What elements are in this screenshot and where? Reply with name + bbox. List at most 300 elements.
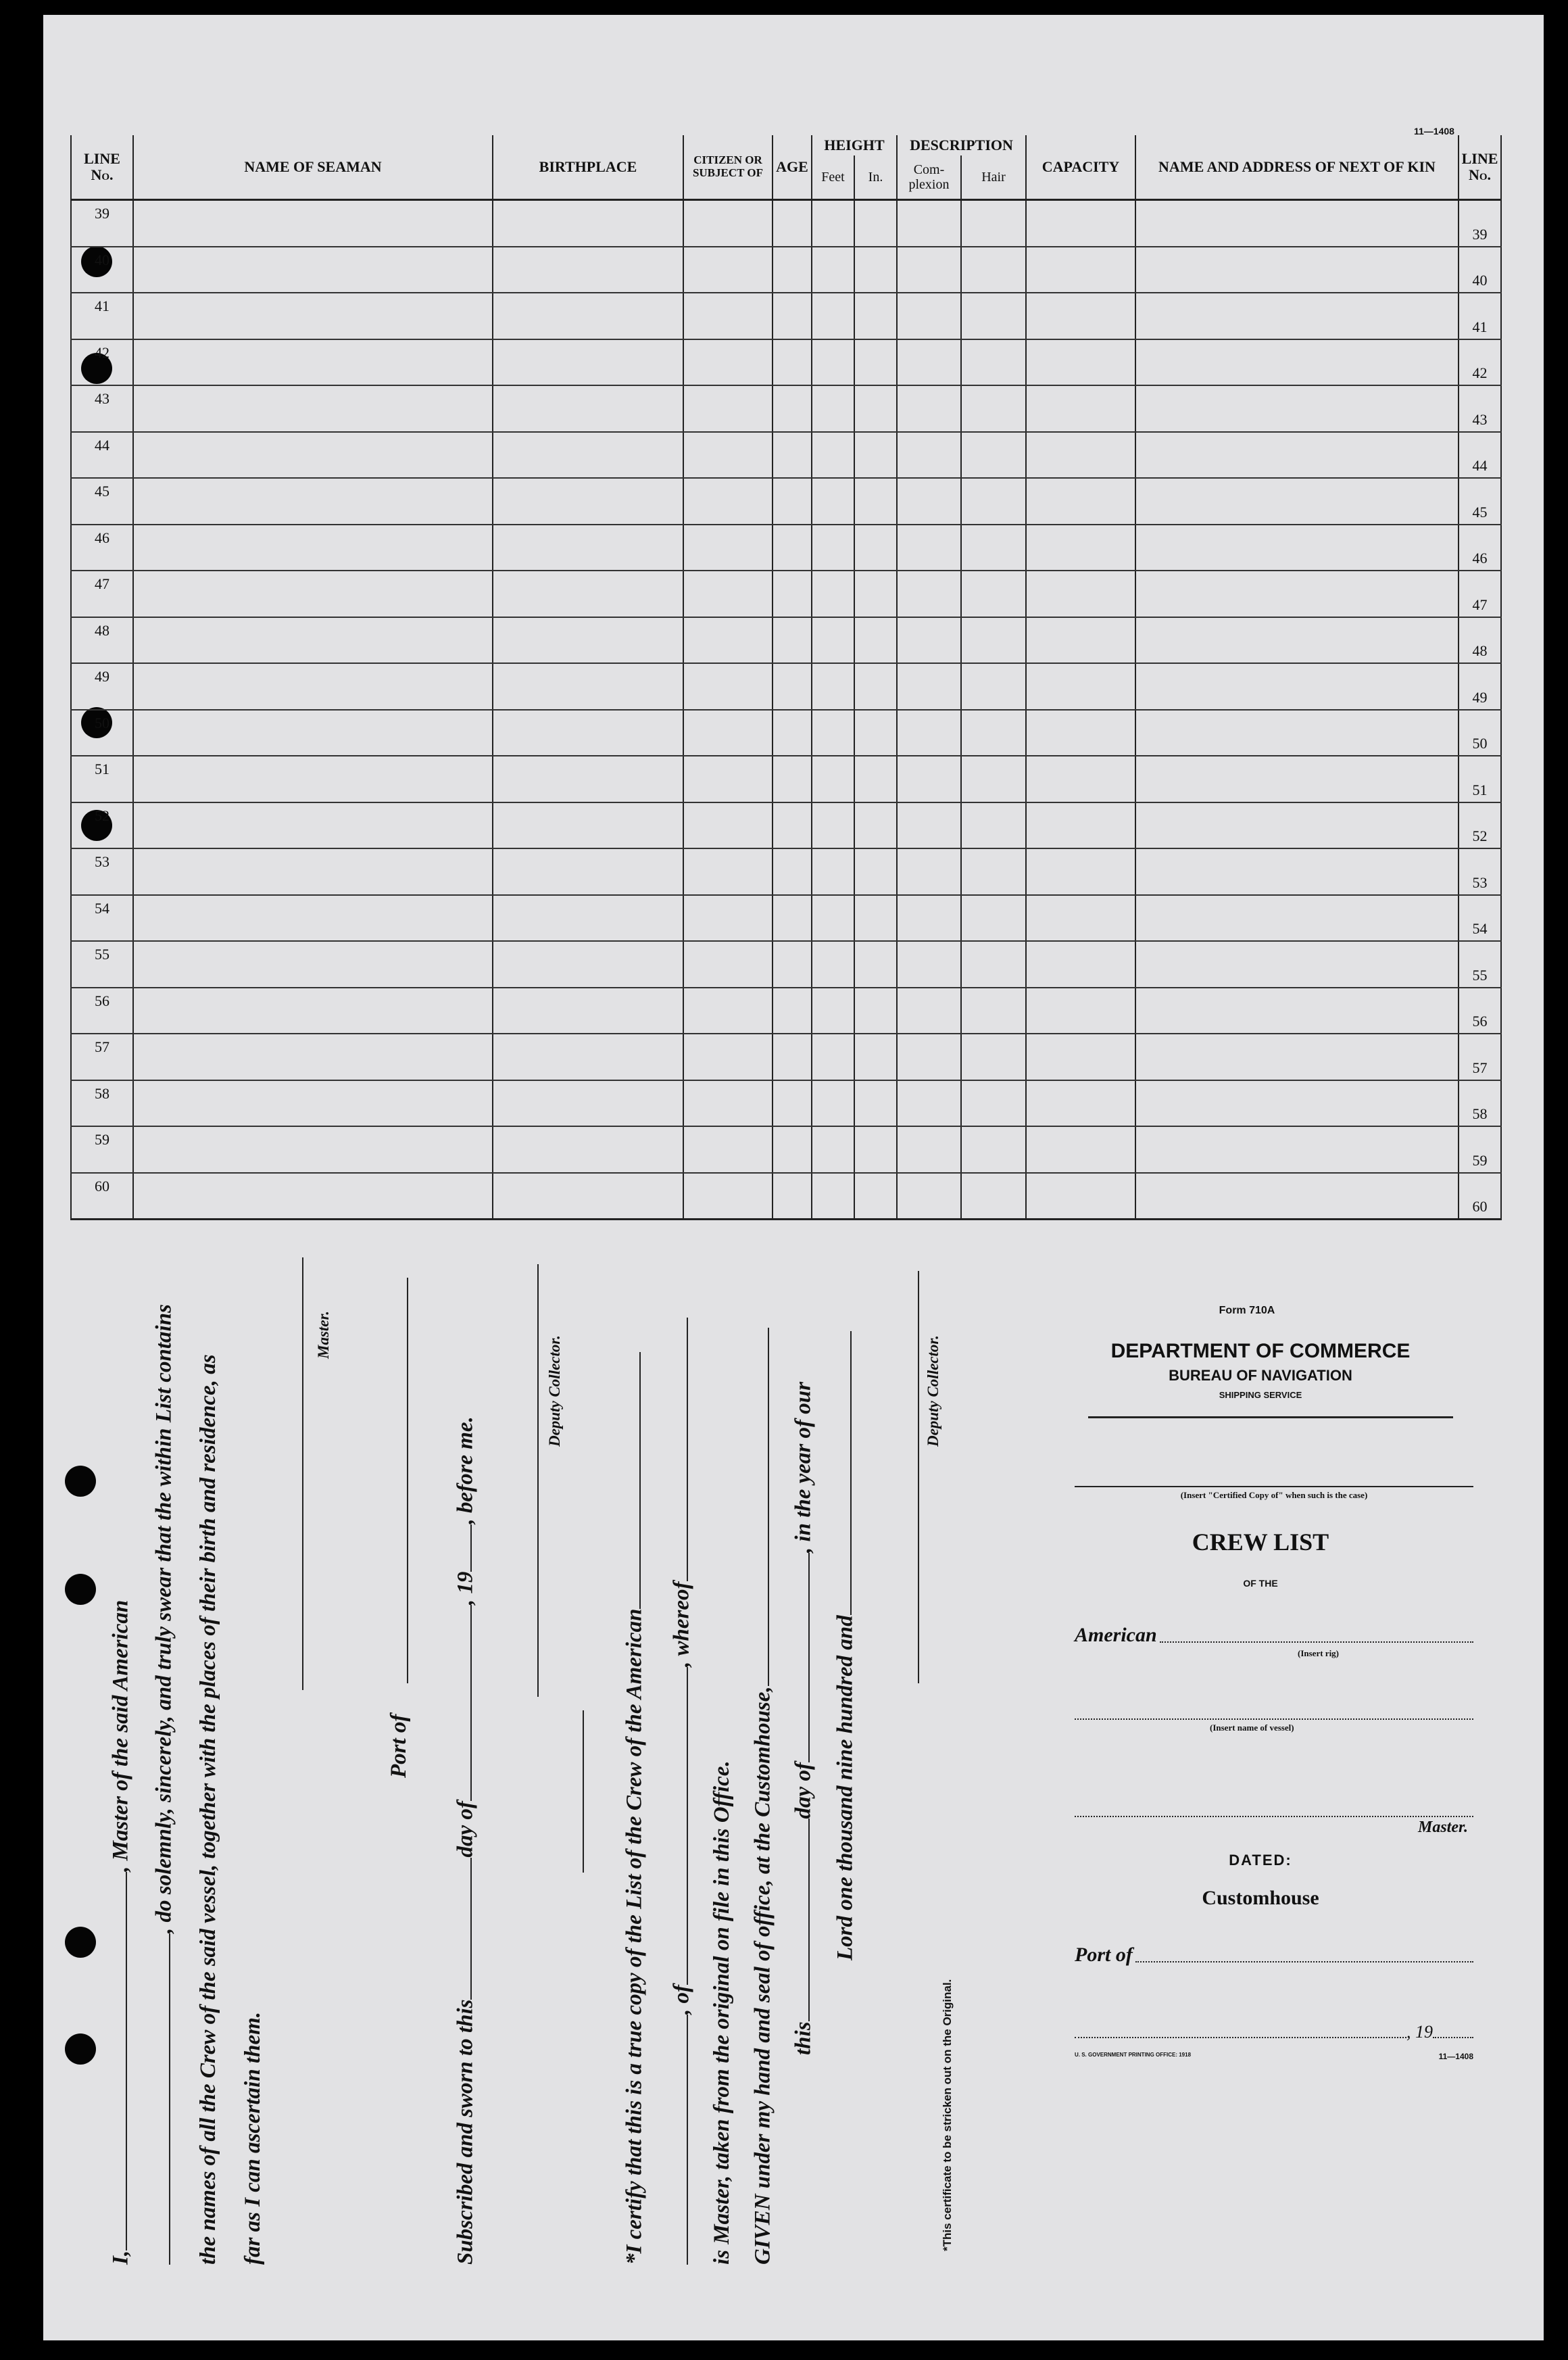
- table-cell[interactable]: [1026, 247, 1135, 293]
- line-number-right: 56: [1459, 988, 1501, 1034]
- table-cell[interactable]: [493, 478, 683, 525]
- table-cell[interactable]: [961, 293, 1026, 339]
- table-cell[interactable]: [812, 941, 854, 988]
- header-citizen: CITIZEN OR SUBJECT OF: [683, 135, 773, 200]
- table-cell[interactable]: [1135, 895, 1459, 942]
- table-cell[interactable]: [683, 1126, 773, 1173]
- header-height: HEIGHT: [812, 135, 897, 155]
- table-row: [71, 293, 1501, 339]
- year-prefix: , 19: [1406, 2022, 1433, 2042]
- table-cell[interactable]: [1026, 200, 1135, 247]
- table-cell[interactable]: [773, 1173, 812, 1220]
- table-cell[interactable]: [897, 1173, 961, 1220]
- table-cell[interactable]: [812, 663, 854, 710]
- table-cell[interactable]: [133, 478, 493, 525]
- table-cell[interactable]: [961, 478, 1026, 525]
- table-cell[interactable]: [1026, 1126, 1135, 1173]
- table-cell[interactable]: [133, 432, 493, 479]
- table-cell[interactable]: [897, 432, 961, 479]
- header-feet: Feet: [812, 155, 854, 200]
- table-cell[interactable]: [493, 848, 683, 895]
- table-cell[interactable]: [854, 293, 897, 339]
- table-cell[interactable]: [683, 200, 773, 247]
- table-cell[interactable]: [854, 988, 897, 1034]
- table-cell[interactable]: [854, 1173, 897, 1220]
- table-cell[interactable]: [493, 988, 683, 1034]
- table-cell[interactable]: [133, 571, 493, 617]
- table-cell[interactable]: [1135, 1080, 1459, 1127]
- table-cell[interactable]: [854, 617, 897, 664]
- table-cell[interactable]: [133, 663, 493, 710]
- line-number-right: 59: [1459, 1126, 1501, 1173]
- table-cell[interactable]: [961, 802, 1026, 849]
- line-number-left: 39: [71, 200, 133, 247]
- table-cell[interactable]: [683, 663, 773, 710]
- table-cell[interactable]: [1026, 895, 1135, 942]
- table-cell[interactable]: [1026, 432, 1135, 479]
- table-row: [71, 1080, 1501, 1127]
- table-cell[interactable]: [133, 710, 493, 756]
- table-cell[interactable]: [133, 385, 493, 432]
- table-cell[interactable]: [897, 756, 961, 802]
- table-cell[interactable]: [1135, 617, 1459, 664]
- table-cell[interactable]: [961, 1080, 1026, 1127]
- table-cell[interactable]: [683, 756, 773, 802]
- table-row: [71, 941, 1501, 988]
- line-number-left: 55: [71, 941, 133, 988]
- master-signature-line: [302, 1257, 303, 1690]
- header-name-of-seaman: NAME OF SEAMAN: [133, 135, 493, 200]
- table-cell[interactable]: [493, 339, 683, 386]
- deputy-signature-line-2: [918, 1271, 919, 1683]
- table-cell[interactable]: [1135, 848, 1459, 895]
- table-cell[interactable]: [961, 1126, 1026, 1173]
- table-cell[interactable]: [133, 756, 493, 802]
- line-number-left: 44: [71, 432, 133, 479]
- table-cell[interactable]: [773, 293, 812, 339]
- table-cell[interactable]: [854, 478, 897, 525]
- table-cell[interactable]: [683, 293, 773, 339]
- table-cell[interactable]: [1135, 200, 1459, 247]
- table-cell[interactable]: [961, 1173, 1026, 1220]
- table-cell[interactable]: [854, 200, 897, 247]
- table-cell[interactable]: [683, 432, 773, 479]
- table-cell[interactable]: [773, 1034, 812, 1080]
- line-number-right: 55: [1459, 941, 1501, 988]
- table-cell[interactable]: [812, 478, 854, 525]
- table-row: [71, 1034, 1501, 1080]
- year-line: [1433, 2037, 1473, 2038]
- line-number-right: 60: [1459, 1173, 1501, 1220]
- table-cell[interactable]: [773, 339, 812, 386]
- table-cell[interactable]: [897, 988, 961, 1034]
- table-cell[interactable]: [897, 293, 961, 339]
- table-cell[interactable]: [961, 1034, 1026, 1080]
- table-cell[interactable]: [854, 941, 897, 988]
- table-cell[interactable]: [683, 988, 773, 1034]
- table-cell[interactable]: [133, 247, 493, 293]
- table-row: [71, 432, 1501, 479]
- table-cell[interactable]: [683, 1173, 773, 1220]
- line-number-right: 54: [1459, 895, 1501, 942]
- table-cell[interactable]: [897, 848, 961, 895]
- table-cell[interactable]: [961, 385, 1026, 432]
- table-cell[interactable]: [854, 710, 897, 756]
- table-cell[interactable]: [773, 617, 812, 664]
- table-cell[interactable]: [773, 663, 812, 710]
- table-cell[interactable]: [1135, 385, 1459, 432]
- table-cell[interactable]: [812, 848, 854, 895]
- table-cell[interactable]: [683, 895, 773, 942]
- table-cell[interactable]: [1135, 478, 1459, 525]
- table-cell[interactable]: [961, 339, 1026, 386]
- table-cell[interactable]: [773, 895, 812, 942]
- table-row: [71, 200, 1501, 247]
- table-cell[interactable]: [812, 247, 854, 293]
- table-cell[interactable]: [854, 895, 897, 942]
- table-cell[interactable]: [897, 247, 961, 293]
- table-cell[interactable]: [1026, 525, 1135, 571]
- table-row: [71, 710, 1501, 756]
- table-cell[interactable]: [493, 293, 683, 339]
- table-cell[interactable]: [812, 1034, 854, 1080]
- table-cell[interactable]: [133, 339, 493, 386]
- header-line-no: LINE No.: [71, 135, 133, 200]
- lord-line: Lord one thousand nine hundred and: [833, 1331, 858, 1960]
- table-cell[interactable]: [493, 1126, 683, 1173]
- header-capacity: CAPACITY: [1026, 135, 1135, 200]
- table-row: [71, 848, 1501, 895]
- table-cell[interactable]: [683, 710, 773, 756]
- table-cell[interactable]: [1026, 941, 1135, 988]
- table-cell[interactable]: [854, 802, 897, 849]
- table-cell[interactable]: [961, 617, 1026, 664]
- punch-hole: [65, 1574, 96, 1605]
- table-cell[interactable]: [897, 663, 961, 710]
- table-cell[interactable]: [493, 432, 683, 479]
- table-cell[interactable]: [1135, 339, 1459, 386]
- table-cell[interactable]: [773, 478, 812, 525]
- table-cell[interactable]: [812, 200, 854, 247]
- table-cell[interactable]: [133, 525, 493, 571]
- table-cell[interactable]: [683, 247, 773, 293]
- deputy-collector-label-1: Deputy Collector.: [546, 1335, 563, 1447]
- table-cell[interactable]: [683, 385, 773, 432]
- punch-hole: [65, 1466, 96, 1497]
- table-cell[interactable]: [897, 339, 961, 386]
- table-cell[interactable]: [1026, 1034, 1135, 1080]
- line-number-left: 40: [71, 247, 133, 293]
- table-cell[interactable]: [812, 525, 854, 571]
- deputy-signature-line-1: [537, 1264, 539, 1697]
- table-cell[interactable]: [812, 988, 854, 1034]
- insert-vessel-note: (Insert name of vessel): [1210, 1723, 1294, 1733]
- cover-panel: [1075, 1305, 1473, 2061]
- table-cell[interactable]: [683, 339, 773, 386]
- table-cell[interactable]: [493, 247, 683, 293]
- table-cell[interactable]: [961, 756, 1026, 802]
- table-cell[interactable]: [683, 848, 773, 895]
- table-cell[interactable]: [854, 525, 897, 571]
- line-number-left: 41: [71, 293, 133, 339]
- table-cell[interactable]: [897, 617, 961, 664]
- table-cell[interactable]: [1026, 385, 1135, 432]
- short-line: [583, 1710, 584, 1873]
- table-cell[interactable]: [1135, 293, 1459, 339]
- table-cell[interactable]: [683, 525, 773, 571]
- crew-list-title: CREW LIST: [1192, 1528, 1329, 1556]
- table-cell[interactable]: [683, 802, 773, 849]
- vessel-name-line: [1075, 1718, 1473, 1720]
- table-cell[interactable]: [133, 293, 493, 339]
- table-cell[interactable]: [1135, 663, 1459, 710]
- american-label: American: [1075, 1624, 1157, 1646]
- table-cell[interactable]: [897, 571, 961, 617]
- table-cell[interactable]: [493, 1173, 683, 1220]
- table-cell[interactable]: [773, 571, 812, 617]
- line-number-right: 51: [1459, 756, 1501, 802]
- table-cell[interactable]: [961, 200, 1026, 247]
- line-number-right: 52: [1459, 802, 1501, 849]
- table-cell[interactable]: [1135, 988, 1459, 1034]
- table-cell[interactable]: [1135, 571, 1459, 617]
- crew-table: [70, 135, 1502, 1220]
- oath-line-3: the names of all the Crew of the said vessel, together with the places of their birth and residence, as: [196, 1354, 220, 2265]
- certify-line-2: , of, whereof: [669, 1318, 694, 2265]
- line-number-right: 53: [1459, 848, 1501, 895]
- line-number-right: 43: [1459, 385, 1501, 432]
- date-field: [1075, 2022, 1473, 2042]
- table-cell[interactable]: [773, 848, 812, 895]
- line-number-right: 50: [1459, 710, 1501, 756]
- table-cell[interactable]: [493, 1034, 683, 1080]
- table-cell[interactable]: [1026, 571, 1135, 617]
- line-number-left: 49: [71, 663, 133, 710]
- table-cell[interactable]: [854, 663, 897, 710]
- table-cell[interactable]: [812, 432, 854, 479]
- table-cell[interactable]: [683, 617, 773, 664]
- table-cell[interactable]: [773, 802, 812, 849]
- table-cell[interactable]: [1026, 1173, 1135, 1220]
- table-cell[interactable]: [961, 432, 1026, 479]
- table-cell[interactable]: [812, 617, 854, 664]
- table-cell[interactable]: [493, 663, 683, 710]
- table-cell[interactable]: [897, 802, 961, 849]
- table-cell[interactable]: [1135, 525, 1459, 571]
- table-cell[interactable]: [133, 1034, 493, 1080]
- table-cell[interactable]: [133, 617, 493, 664]
- table-cell[interactable]: [133, 1173, 493, 1220]
- table-cell[interactable]: [897, 941, 961, 988]
- table-cell[interactable]: [773, 1080, 812, 1127]
- table-cell[interactable]: [1026, 293, 1135, 339]
- table-cell[interactable]: [812, 756, 854, 802]
- table-cell[interactable]: [773, 525, 812, 571]
- table-cell[interactable]: [493, 710, 683, 756]
- line-number-right: 58: [1459, 1080, 1501, 1127]
- table-cell[interactable]: [133, 895, 493, 942]
- table-cell[interactable]: [854, 339, 897, 386]
- table-cell[interactable]: [897, 710, 961, 756]
- cover-port-of-label: Port of: [1075, 1944, 1133, 1966]
- table-cell[interactable]: [493, 617, 683, 664]
- table-cell[interactable]: [493, 802, 683, 849]
- table-row: [71, 247, 1501, 293]
- table-cell[interactable]: [854, 432, 897, 479]
- table-cell[interactable]: [133, 802, 493, 849]
- table-cell[interactable]: [961, 247, 1026, 293]
- table-cell[interactable]: [493, 941, 683, 988]
- table-cell[interactable]: [1135, 941, 1459, 988]
- table-cell[interactable]: [812, 385, 854, 432]
- table-cell[interactable]: [897, 895, 961, 942]
- table-cell[interactable]: [1135, 756, 1459, 802]
- table-cell[interactable]: [773, 710, 812, 756]
- table-cell[interactable]: [683, 941, 773, 988]
- form-code-top: 11—1408: [1414, 126, 1454, 137]
- line-number-left: 45: [71, 478, 133, 525]
- certify-line-1: *I certify that this is a true copy of the List of the Crew of the American: [622, 1352, 647, 2265]
- header-next-of-kin: NAME AND ADDRESS OF NEXT OF KIN: [1135, 135, 1459, 200]
- table-cell[interactable]: [1135, 802, 1459, 849]
- table-cell[interactable]: [493, 571, 683, 617]
- table-cell[interactable]: [961, 988, 1026, 1034]
- table-cell[interactable]: [1135, 247, 1459, 293]
- line-number-left: 43: [71, 385, 133, 432]
- service-title: SHIPPING SERVICE: [1219, 1390, 1302, 1400]
- table-cell[interactable]: [812, 1173, 854, 1220]
- header-hair: Hair: [961, 155, 1026, 200]
- table-cell[interactable]: [854, 756, 897, 802]
- table-cell[interactable]: [133, 1126, 493, 1173]
- american-field: [1075, 1624, 1473, 1647]
- table-cell[interactable]: [1026, 339, 1135, 386]
- table-cell[interactable]: [854, 848, 897, 895]
- table-cell[interactable]: [493, 1080, 683, 1127]
- table-cell[interactable]: [897, 1080, 961, 1127]
- table-cell[interactable]: [1135, 1034, 1459, 1080]
- table-cell[interactable]: [812, 293, 854, 339]
- bureau-title: BUREAU OF NAVIGATION: [1169, 1367, 1352, 1384]
- table-cell[interactable]: [897, 200, 961, 247]
- table-cell[interactable]: [773, 988, 812, 1034]
- table-cell[interactable]: [961, 525, 1026, 571]
- table-cell[interactable]: [854, 1126, 897, 1173]
- line-number-right: 40: [1459, 247, 1501, 293]
- table-cell[interactable]: [812, 339, 854, 386]
- table-cell[interactable]: [961, 941, 1026, 988]
- table-cell[interactable]: [897, 1034, 961, 1080]
- table-cell[interactable]: [812, 571, 854, 617]
- table-cell[interactable]: [961, 571, 1026, 617]
- table-cell[interactable]: [773, 247, 812, 293]
- table-cell[interactable]: [812, 1080, 854, 1127]
- table-row: [71, 988, 1501, 1034]
- table-cell[interactable]: [1135, 710, 1459, 756]
- table-cell[interactable]: [961, 663, 1026, 710]
- table-cell[interactable]: [1026, 478, 1135, 525]
- table-cell[interactable]: [133, 1080, 493, 1127]
- table-cell[interactable]: [897, 478, 961, 525]
- table-cell[interactable]: [961, 710, 1026, 756]
- table-cell[interactable]: [1135, 1126, 1459, 1173]
- table-row: [71, 802, 1501, 849]
- header-description: DESCRIPTION: [897, 135, 1026, 155]
- table-cell[interactable]: [897, 525, 961, 571]
- table-cell[interactable]: [1026, 848, 1135, 895]
- line-number-left: 59: [71, 1126, 133, 1173]
- table-cell[interactable]: [493, 525, 683, 571]
- table-row: [71, 571, 1501, 617]
- table-cell[interactable]: [1026, 1080, 1135, 1127]
- table-cell[interactable]: [897, 385, 961, 432]
- table-cell[interactable]: [683, 1034, 773, 1080]
- table-cell[interactable]: [854, 385, 897, 432]
- table-cell[interactable]: [133, 848, 493, 895]
- table-row: [71, 478, 1501, 525]
- oath-line-2: , do solemnly, sincerely, and truly swear that the within List contains: [151, 1304, 176, 2265]
- table-cell[interactable]: [1026, 802, 1135, 849]
- line-number-right: 41: [1459, 293, 1501, 339]
- table-cell[interactable]: [1026, 710, 1135, 756]
- table-cell[interactable]: [1026, 988, 1135, 1034]
- table-cell[interactable]: [133, 200, 493, 247]
- table-cell[interactable]: [854, 247, 897, 293]
- table-cell[interactable]: [897, 1126, 961, 1173]
- table-cell[interactable]: [1135, 1173, 1459, 1220]
- table-cell[interactable]: [773, 756, 812, 802]
- deputy-collector-label-2: Deputy Collector.: [925, 1335, 941, 1447]
- table-cell[interactable]: [1026, 663, 1135, 710]
- table-cell[interactable]: [1135, 432, 1459, 479]
- table-cell[interactable]: [812, 1126, 854, 1173]
- table-cell[interactable]: [493, 200, 683, 247]
- table-cell[interactable]: [854, 1080, 897, 1127]
- table-cell[interactable]: [683, 571, 773, 617]
- table-cell[interactable]: [961, 895, 1026, 942]
- table-cell[interactable]: [683, 478, 773, 525]
- table-cell[interactable]: [773, 432, 812, 479]
- table-cell[interactable]: [773, 200, 812, 247]
- table-cell[interactable]: [133, 988, 493, 1034]
- table-cell[interactable]: [683, 1080, 773, 1127]
- oath-line-1: I,, Master of the said American: [108, 1599, 133, 2265]
- table-cell[interactable]: [773, 941, 812, 988]
- table-cell[interactable]: [1026, 756, 1135, 802]
- line-number-left: 60: [71, 1173, 133, 1220]
- table-cell[interactable]: [854, 571, 897, 617]
- table-cell[interactable]: [812, 710, 854, 756]
- table-cell[interactable]: [773, 1126, 812, 1173]
- header-complexion: Com- plexion: [897, 155, 961, 200]
- line-number-left: 53: [71, 848, 133, 895]
- table-row: [71, 1126, 1501, 1173]
- table-cell[interactable]: [493, 895, 683, 942]
- table-cell[interactable]: [961, 848, 1026, 895]
- table-cell[interactable]: [812, 802, 854, 849]
- table-cell[interactable]: [133, 941, 493, 988]
- header-birthplace: BIRTHPLACE: [493, 135, 683, 200]
- line-number-left: 48: [71, 617, 133, 664]
- table-cell[interactable]: [493, 385, 683, 432]
- table-cell[interactable]: [493, 756, 683, 802]
- table-cell[interactable]: [773, 385, 812, 432]
- table-cell[interactable]: [854, 1034, 897, 1080]
- port-of-line: [407, 1278, 408, 1683]
- footnote: *This certificate to be stricken out on the Original.: [941, 1979, 954, 2251]
- table-cell[interactable]: [812, 895, 854, 942]
- table-cell[interactable]: [1026, 617, 1135, 664]
